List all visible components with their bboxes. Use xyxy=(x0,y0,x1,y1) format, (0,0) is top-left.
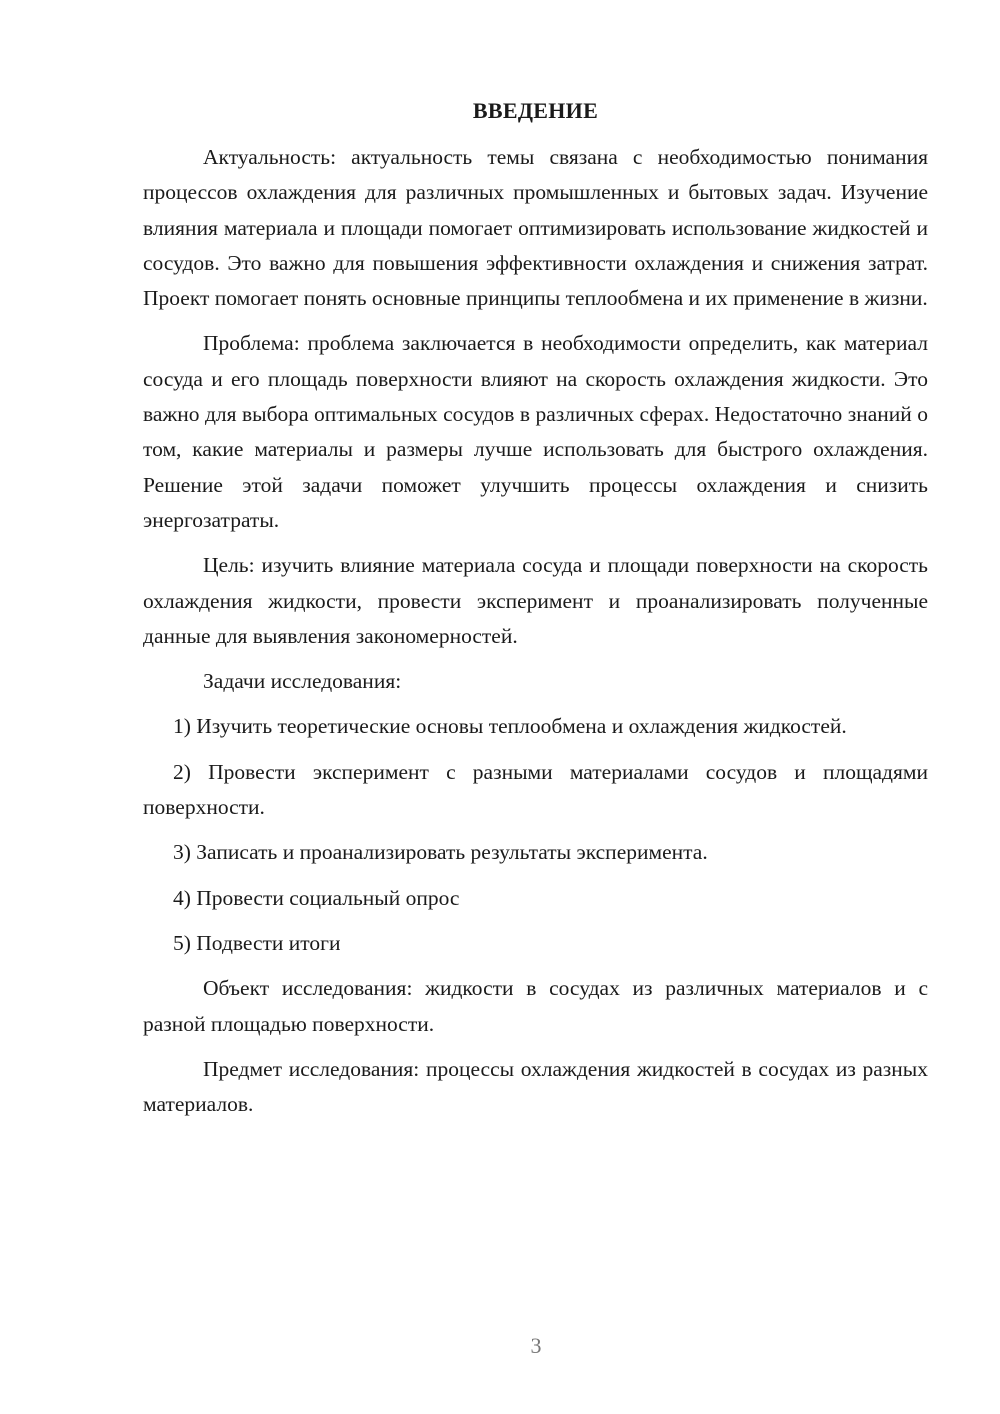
tasks-heading: Задачи исследования: xyxy=(203,669,402,694)
goal-paragraph: Цель: изучить влияние материала сосуда и площади поверхности на скорость охлаждения жидкости, провести эксперимент и проанализировать полученные данные для выявления закономерностей. xyxy=(143,553,928,648)
relevance-paragraph: Актуальность: актуальность темы связана с необходимостью понимания процессов охлаждения для различных промышленных и бытовых задач. Изучение влияния материала и площади помогает оптимизировать использование жидкостей и сосудов. Это важно для повышения эффективности охлаждения и снижения затрат. Проект помогает понять основные принципы теплообмена и их применение в жизни. xyxy=(143,145,928,311)
document-page xyxy=(143,96,928,1132)
task-item: 3) Записать и проанализировать результаты эксперимента. xyxy=(173,840,708,865)
task-item: 4) Провести социальный опрос xyxy=(173,885,460,910)
task-item: 1) Изучить теоретические основы теплообмена и охлаждения жидкостей. xyxy=(173,714,847,739)
task-item: 5) Подвести итоги xyxy=(173,930,341,955)
task-item: 2) Провести эксперимент с разными материалами сосудов и площадями поверхности. xyxy=(143,759,928,820)
object-paragraph: Объект исследования: жидкости в сосудах из различных материалов и с разной площадью поверхности. xyxy=(143,976,928,1036)
page-number: 3 xyxy=(530,1333,542,1358)
problem-paragraph: Проблема: проблема заключается в необходимости определить, как материал сосуда и его площадь поверхности влияют на скорость охлаждения жидкости. Это важно для выбора оптимальных сосудов в различных сферах. Недостаточно знаний о том, какие материалы и размеры лучше использовать для быстрого охлаждения. Решение этой задачи поможет улучшить процессы охлаждения и снизить энергозатраты. xyxy=(143,331,928,532)
page-title: ВВЕДЕНИЕ xyxy=(472,98,599,123)
subject-paragraph: Предмет исследования: процессы охлаждения жидкостей в сосудах из разных материалов. xyxy=(143,1056,928,1117)
